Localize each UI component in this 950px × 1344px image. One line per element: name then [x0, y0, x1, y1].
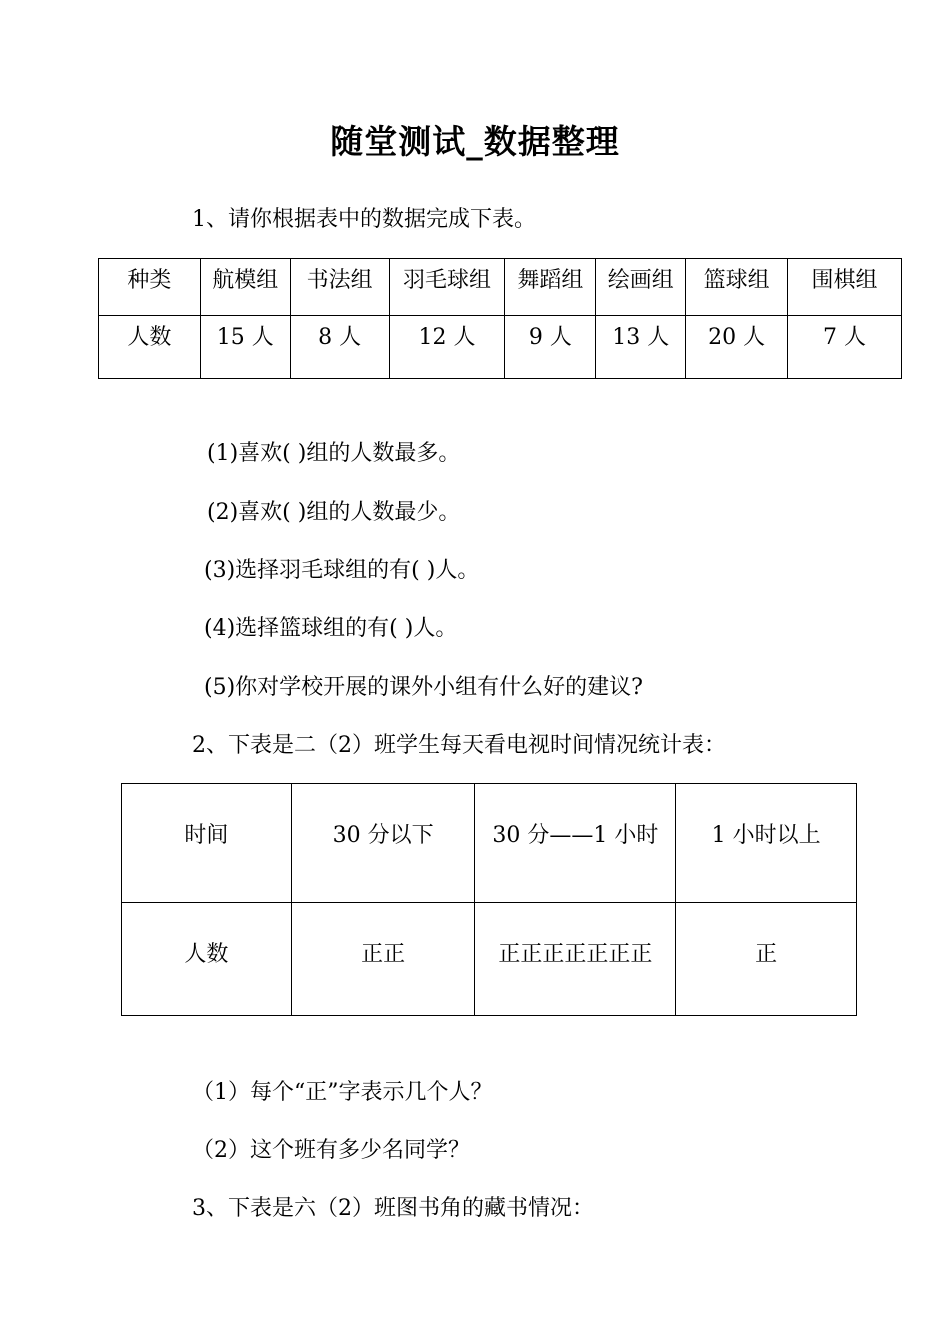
table-cell: 人数 [122, 903, 292, 1016]
table-cell: 15 人 [200, 316, 290, 379]
question-2-sub-2: （2）这个班有多少名同学？ [192, 1138, 470, 1163]
question-3-prompt: 3、下表是六（2）班图书角的藏书情况： [192, 1196, 594, 1221]
table-cell: 绘画组 [596, 259, 686, 316]
table-cell: 正 [676, 903, 857, 1016]
table-row-time [122, 784, 857, 903]
question-1-prompt: 1、请你根据表中的数据完成下表。 [192, 207, 536, 232]
table-cell: 13 人 [596, 316, 686, 379]
table-cell: 航模组 [200, 259, 290, 316]
table-cell: 人数 [99, 316, 201, 379]
question-1-sub-1: (1)喜欢( )组的人数最多。 [207, 441, 461, 466]
interest-groups-table [98, 258, 902, 379]
table-cell: 30 分以下 [291, 784, 475, 903]
table-cell: 9 人 [505, 316, 596, 379]
page-title: 随堂测试_数据整理 [330, 122, 620, 161]
question-2-sub-1: （1）每个“正”字表示几个人？ [192, 1080, 493, 1105]
table-cell: 羽毛球组 [389, 259, 505, 316]
question-1-sub-4: (4)选择篮球组的有( )人。 [204, 616, 458, 641]
table-cell: 篮球组 [686, 259, 788, 316]
tv-time-table [121, 783, 857, 1016]
table-cell: 种类 [99, 259, 201, 316]
table-cell: 30 分——1 小时 [475, 784, 676, 903]
question-1-sub-5: (5)你对学校开展的课外小组有什么好的建议? [204, 675, 643, 700]
table-row-tally [122, 903, 857, 1016]
table-cell: 正正正正正正正 [475, 903, 676, 1016]
question-1-sub-3: (3)选择羽毛球组的有( )人。 [204, 558, 480, 583]
table-cell: 7 人 [788, 316, 902, 379]
table-cell: 舞蹈组 [505, 259, 596, 316]
table-cell: 20 人 [686, 316, 788, 379]
table-cell: 8 人 [290, 316, 389, 379]
table-cell: 围棋组 [788, 259, 902, 316]
table-cell: 书法组 [290, 259, 389, 316]
table-cell: 1 小时以上 [676, 784, 857, 903]
table-cell: 12 人 [389, 316, 505, 379]
table-cell: 时间 [122, 784, 292, 903]
question-2-prompt: 2、下表是二（2）班学生每天看电视时间情况统计表： [192, 733, 726, 758]
table-cell: 正正 [291, 903, 475, 1016]
question-1-sub-2: (2)喜欢( )组的人数最少。 [207, 500, 461, 525]
table-row-categories [99, 259, 902, 316]
table-row-counts [99, 316, 902, 379]
